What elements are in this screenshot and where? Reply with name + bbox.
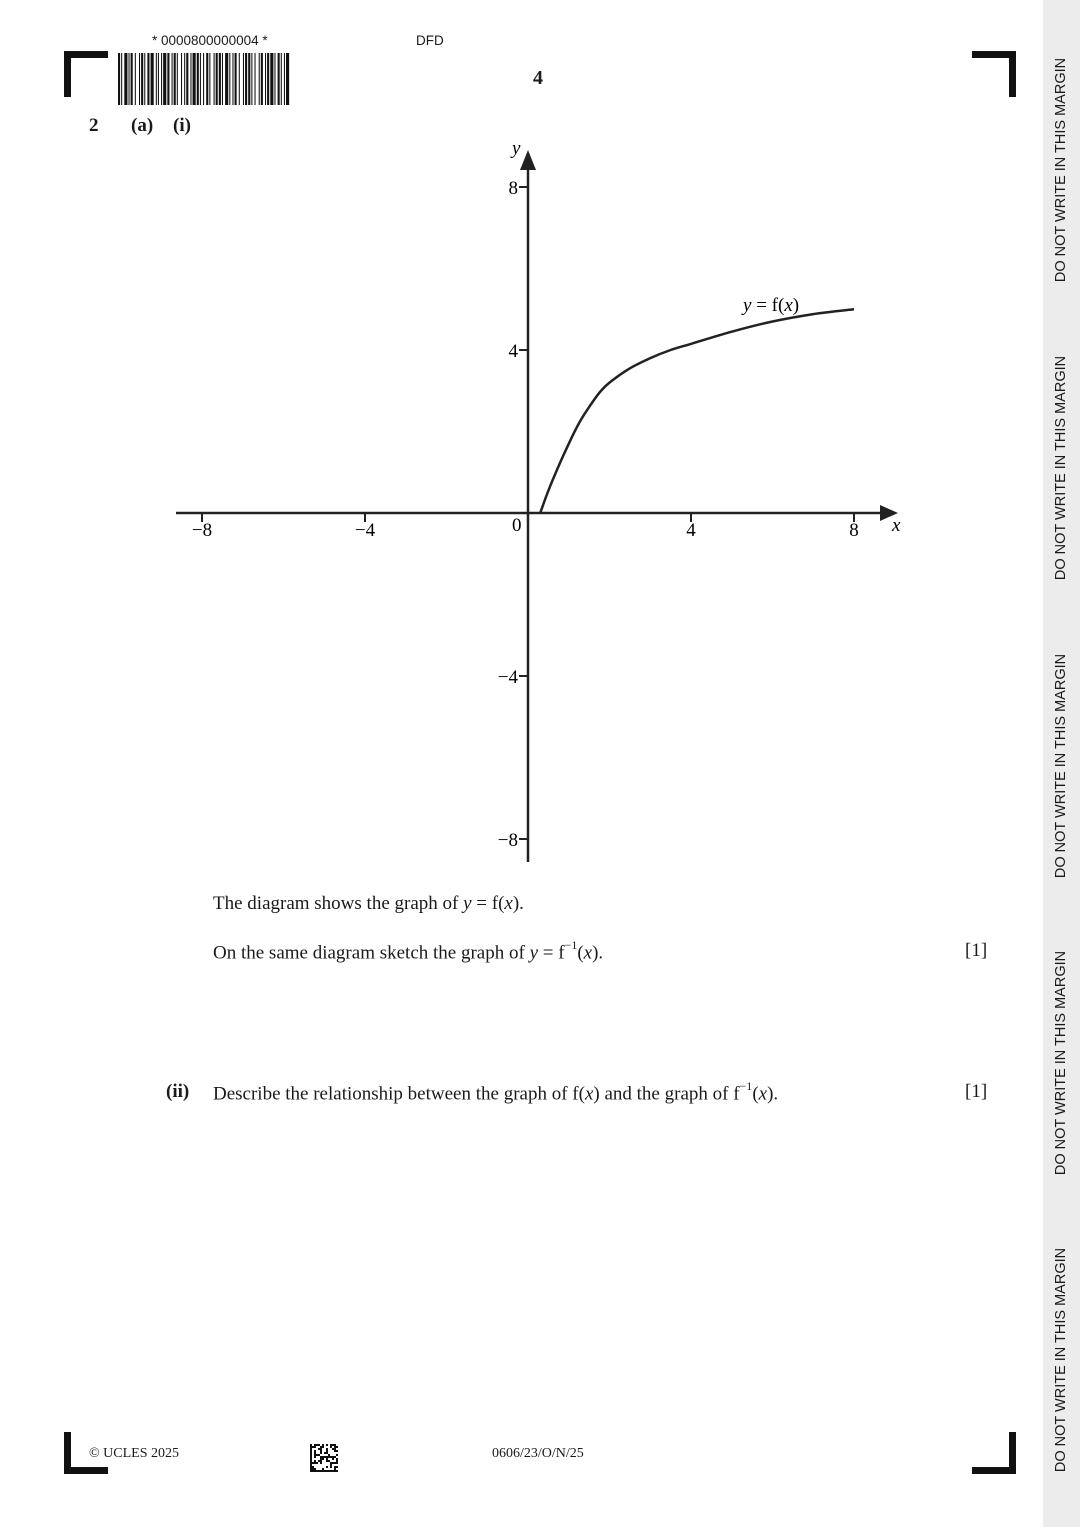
x-tick-label: 8 <box>849 520 859 541</box>
datamatrix-module <box>324 1456 326 1458</box>
datamatrix-module <box>330 1466 332 1468</box>
datamatrix-module <box>314 1462 316 1464</box>
datamatrix-module <box>320 1462 322 1464</box>
datamatrix-module <box>326 1444 328 1446</box>
datamatrix-module <box>310 1446 312 1448</box>
datamatrix-module <box>334 1466 336 1468</box>
question-subpart-i: (i) <box>173 115 191 136</box>
footer-copyright: © UCLES 2025 <box>89 1446 179 1461</box>
datamatrix-module <box>326 1466 328 1468</box>
datamatrix-module <box>336 1466 338 1468</box>
datamatrix-module <box>310 1470 312 1472</box>
datamatrix-module <box>312 1462 314 1464</box>
datamatrix-module <box>326 1460 328 1462</box>
datamatrix-module <box>334 1444 336 1446</box>
datamatrix-module <box>334 1468 336 1470</box>
datamatrix-module <box>328 1460 330 1462</box>
datamatrix-module <box>334 1462 336 1464</box>
datamatrix-module <box>334 1470 336 1472</box>
origin-label: 0 <box>512 515 522 536</box>
datamatrix-module <box>322 1446 324 1448</box>
x-tick-label: −4 <box>354 520 376 541</box>
datamatrix-module <box>318 1444 320 1446</box>
datamatrix-module <box>334 1450 336 1452</box>
y-tick-label: −8 <box>497 830 518 851</box>
datamatrix-module <box>334 1448 336 1450</box>
datamatrix-module <box>324 1452 326 1454</box>
datamatrix-module <box>318 1470 320 1472</box>
datamatrix-module <box>322 1470 324 1472</box>
x-tick-label: 4 <box>686 520 696 541</box>
datamatrix-module <box>328 1456 330 1458</box>
datamatrix-module <box>310 1450 312 1452</box>
datamatrix-module <box>310 1466 312 1468</box>
y-tick-label: −4 <box>497 667 518 688</box>
datamatrix-module <box>330 1444 332 1446</box>
datamatrix-module <box>320 1446 322 1448</box>
datamatrix-module <box>316 1454 318 1456</box>
datamatrix-module <box>310 1454 312 1456</box>
datamatrix-module <box>314 1456 316 1458</box>
datamatrix-module <box>312 1446 314 1448</box>
datamatrix-module <box>320 1460 322 1462</box>
mark-allocation-i: [1] <box>965 940 988 961</box>
question-line-2: On the same diagram sketch the graph of $y = f^{-1}(x)$. <box>213 938 604 964</box>
datamatrix-module <box>326 1452 328 1454</box>
question-line-ii: Describe the relationship between the graph of f(x) and the graph of $f^{-1}(x)$. <box>213 1079 779 1105</box>
datamatrix-code <box>310 1444 338 1472</box>
datamatrix-module <box>318 1460 320 1462</box>
datamatrix-module <box>310 1444 312 1446</box>
footer-code: 0606/23/O/N/25 <box>492 1446 584 1461</box>
datamatrix-module <box>322 1444 324 1446</box>
datamatrix-module <box>326 1450 328 1452</box>
datamatrix-module <box>326 1456 328 1458</box>
datamatrix-module <box>322 1456 324 1458</box>
datamatrix-module <box>310 1460 312 1462</box>
datamatrix-module <box>336 1458 338 1460</box>
datamatrix-module <box>332 1462 334 1464</box>
datamatrix-module <box>310 1456 312 1458</box>
page-number: 4 <box>533 67 543 89</box>
datamatrix-module <box>334 1456 336 1458</box>
datamatrix-module <box>330 1456 332 1458</box>
datamatrix-module <box>318 1454 320 1456</box>
datamatrix-module <box>332 1470 334 1472</box>
datamatrix-module <box>326 1470 328 1472</box>
datamatrix-module <box>336 1450 338 1452</box>
question-subpart-ii: (ii) <box>166 1081 190 1102</box>
datamatrix-module <box>336 1462 338 1464</box>
datamatrix-module <box>312 1468 314 1470</box>
datamatrix-module <box>320 1452 322 1454</box>
f-of-x-curve <box>540 309 854 513</box>
barcode-text: * 0000800000004 * <box>152 33 268 48</box>
datamatrix-module <box>330 1464 332 1466</box>
datamatrix-module <box>322 1458 324 1460</box>
datamatrix-module <box>312 1466 314 1468</box>
datamatrix-module <box>320 1450 322 1452</box>
datamatrix-module <box>318 1448 320 1450</box>
y-tick-label: 8 <box>508 178 518 199</box>
datamatrix-module <box>336 1460 338 1462</box>
question-number: 2 <box>89 115 99 136</box>
datamatrix-module <box>314 1460 316 1462</box>
datamatrix-module <box>312 1470 314 1472</box>
y-tick-label: 4 <box>508 341 518 362</box>
corner-mark-bottom-right-v <box>1009 1432 1016 1474</box>
datamatrix-module <box>320 1448 322 1450</box>
datamatrix-module <box>314 1450 316 1452</box>
question-line-1: The diagram shows the graph of y = f(x). <box>213 893 524 914</box>
datamatrix-module <box>332 1448 334 1450</box>
datamatrix-module <box>324 1470 326 1472</box>
datamatrix-module <box>326 1458 328 1460</box>
datamatrix-module <box>310 1462 312 1464</box>
datamatrix-module <box>320 1458 322 1460</box>
question-part-a: (a) <box>131 115 154 136</box>
y-axis-arrow <box>520 150 536 170</box>
mark-allocation-ii: [1] <box>965 1081 988 1102</box>
y-axis-label: y <box>512 138 521 159</box>
x-axis-label: x <box>892 515 901 536</box>
datamatrix-module <box>336 1446 338 1448</box>
x-tick-label: −8 <box>191 520 213 541</box>
datamatrix-module <box>314 1470 316 1472</box>
datamatrix-module <box>330 1470 332 1472</box>
datamatrix-module <box>314 1444 316 1446</box>
datamatrix-module <box>310 1468 312 1470</box>
datamatrix-module <box>310 1464 312 1466</box>
datamatrix-module <box>336 1470 338 1472</box>
datamatrix-module <box>336 1454 338 1456</box>
datamatrix-module <box>328 1470 330 1472</box>
datamatrix-module <box>322 1468 324 1470</box>
datamatrix-module <box>332 1458 334 1460</box>
datamatrix-module <box>314 1454 316 1456</box>
datamatrix-module <box>310 1452 312 1454</box>
datamatrix-module <box>310 1448 312 1450</box>
datamatrix-module <box>320 1470 322 1472</box>
datamatrix-module <box>314 1452 316 1454</box>
datamatrix-module <box>330 1446 332 1448</box>
datamatrix-module <box>326 1448 328 1450</box>
datamatrix-module <box>334 1446 336 1448</box>
barcode-code: DFD <box>416 33 444 48</box>
curve-label: y = f(x) <box>743 295 800 316</box>
datamatrix-module <box>330 1462 332 1464</box>
datamatrix-module <box>316 1470 318 1472</box>
datamatrix-module <box>316 1462 318 1464</box>
datamatrix-module <box>310 1458 312 1460</box>
datamatrix-module <box>320 1456 322 1458</box>
datamatrix-module <box>332 1444 334 1446</box>
datamatrix-module <box>314 1446 316 1448</box>
datamatrix-module <box>332 1456 334 1458</box>
corner-mark-bottom-left-v <box>64 1432 71 1474</box>
datamatrix-module <box>314 1468 316 1470</box>
datamatrix-module <box>328 1454 330 1456</box>
datamatrix-module <box>316 1444 318 1446</box>
